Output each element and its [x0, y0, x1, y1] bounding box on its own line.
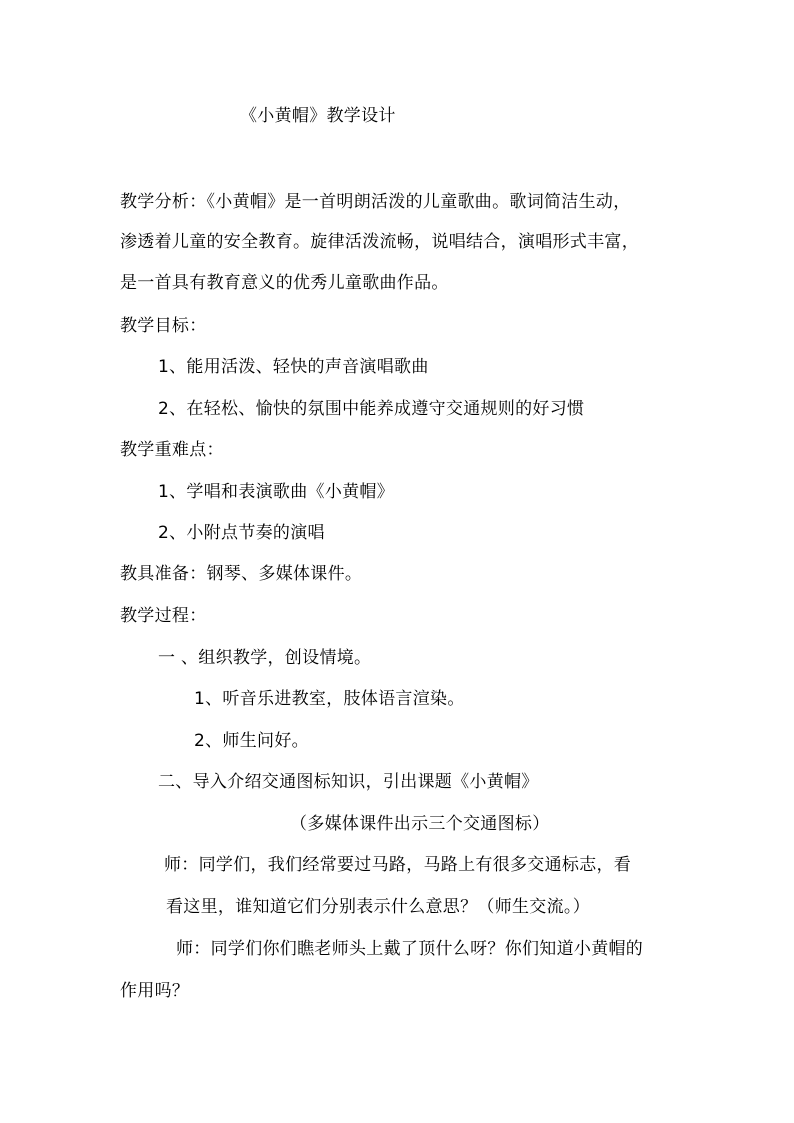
- materials-line: 教具准备：钢琴、多媒体课件。: [120, 564, 363, 584]
- dialog-1-line-2: 看这里，谁知道它们分别表示什么意思？（师生交流。）: [166, 897, 590, 917]
- process-step-2: 二、导入介绍交通图标知识，引出课题《小黄帽》: [158, 772, 539, 792]
- document-title: 《小黄帽》教学设计: [240, 106, 396, 126]
- objectives-heading: 教学目标：: [120, 316, 207, 336]
- key-point-item-2: 2、小附点节奏的演唱: [158, 523, 325, 543]
- key-points-heading: 教学重难点：: [120, 440, 224, 460]
- key-point-item-1: 1、学唱和表演歌曲《小黄帽》: [158, 482, 395, 502]
- analysis-line-1: 教学分析：《小黄帽》是一首明朗活泼的儿童歌曲。歌词简洁生动，: [120, 192, 631, 212]
- dialog-1-line-1: 师：同学们，我们经常要过马路，马路上有很多交通标志，看: [164, 855, 632, 875]
- dialog-2-line-2: 作用吗？: [120, 981, 190, 1001]
- dialog-2-line-1: 师：同学们你们瞧老师头上戴了顶什么呀？你们知道小黄帽的: [176, 939, 644, 959]
- process-step-1-item-1: 1、听音乐进教室，肢体语言渲染。: [194, 689, 465, 709]
- objective-item-2: 2、在轻松、愉快的氛围中能养成遵守交通规则的好习惯: [158, 399, 585, 419]
- analysis-line-2: 渗透着儿童的安全教育。旋律活泼流畅，说唱结合，演唱形式丰富，: [120, 232, 639, 252]
- process-step-1: 一 、组织教学，创设情境。: [158, 648, 372, 668]
- process-heading: 教学过程：: [120, 606, 207, 626]
- objective-item-1: 1、能用活泼、轻快的声音演唱歌曲: [158, 357, 429, 377]
- analysis-line-3: 是一首具有教育意义的优秀儿童歌曲作品。: [120, 273, 449, 293]
- process-step-2-note: （多媒体课件出示三个交通图标）: [290, 814, 550, 834]
- process-step-1-item-2: 2、师生问好。: [194, 731, 309, 751]
